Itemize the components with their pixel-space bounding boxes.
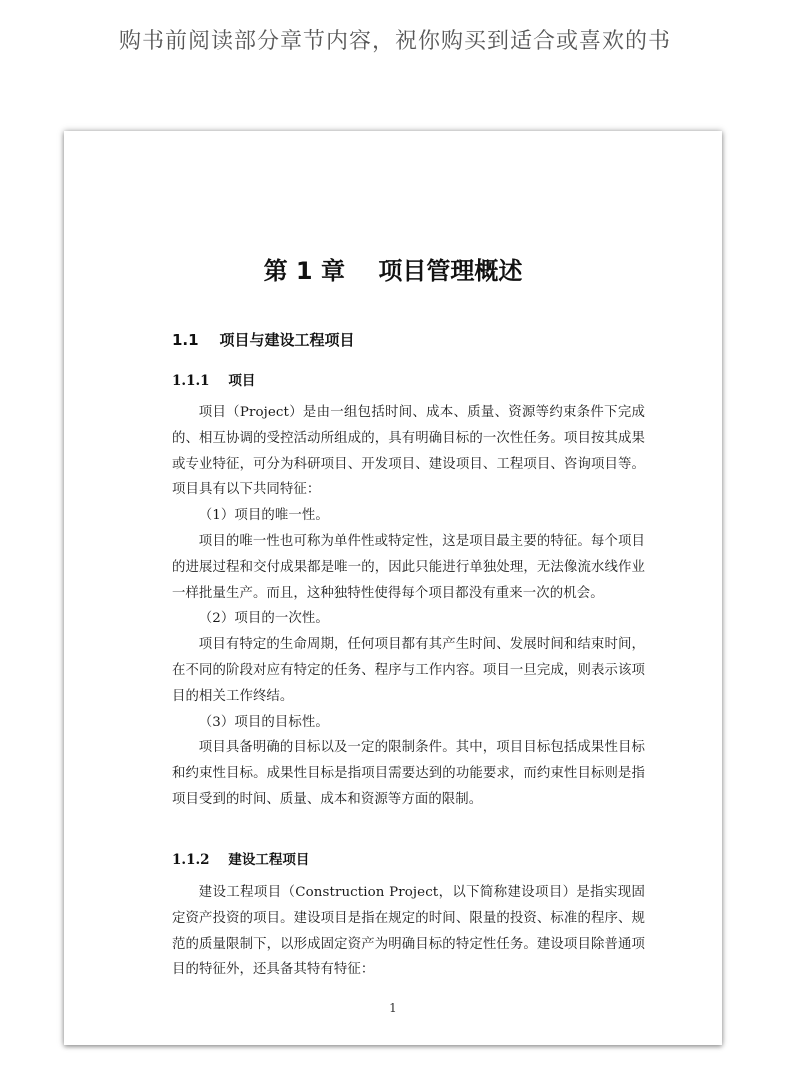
- paragraph: 项目的唯一性也可称为单件性或特定性，这是项目最主要的特征。每个项目的进展过程和交付成果都是唯一的，因此只能进行单独处理，无法像流水线作业一样批量生产。而且，这种独特性使得每个项目都没有重来一次的机会。: [172, 533, 645, 601]
- subsection-title-1-1-1: 1.1.1 项目: [172, 373, 256, 389]
- subsection-title-1-1-2: 1.1.2 建设工程项目: [172, 852, 310, 868]
- book-page: [64, 131, 722, 1045]
- paragraph: （1）项目的唯一性。: [198, 508, 329, 524]
- subsection-1-1-1-body: [172, 400, 645, 813]
- paragraph: 项目有特定的生命周期，任何项目都有其产生时间、发展时间和结束时间，在不同的阶段对应有特定的任务、程序与工作内容。项目一旦完成，则表示该项目的相关工作终结。: [172, 637, 645, 704]
- section-title: 1.1 项目与建设工程项目: [172, 331, 355, 349]
- chapter-title: 第 1 章 项目管理概述: [263, 257, 523, 285]
- subsection-1-1-2-body: [172, 880, 645, 983]
- paragraph: （3）项目的目标性。: [198, 714, 329, 730]
- paragraph: 建设工程项目（Construction Project，以下简称建设项目）是指实现固定资产投资的项目。建设项目是指在规定的时间、限量的投资、标准的程序、规范的质量限制下，以形成固定资产为明确目标的特定性任务。建设项目除普通项目的特征外，还具备其特有特征：: [172, 885, 645, 978]
- paragraph: （2）项目的一次性。: [198, 611, 329, 627]
- paragraph: 项目（Project）是由一组包括时间、成本、质量、资源等约束条件下完成的、相互协调的受控活动所组成的，具有明确目标的一次性任务。项目按其成果或专业特征，可分为科研项目、开发项目、建设项目、工程项目、咨询项目等。项目具有以下共同特征：: [172, 405, 645, 498]
- promo-banner: 购书前阅读部分章节内容，祝你购买到适合或喜欢的书: [118, 29, 671, 54]
- page-number: 1: [389, 1001, 397, 1015]
- paragraph: 项目具备明确的目标以及一定的限制条件。其中，项目目标包括成果性目标和约束性目标。成果性目标是指项目需要达到的功能要求，而约束性目标则是指项目受到的时间、质量、成本和资源等方面的限制。: [172, 740, 645, 807]
